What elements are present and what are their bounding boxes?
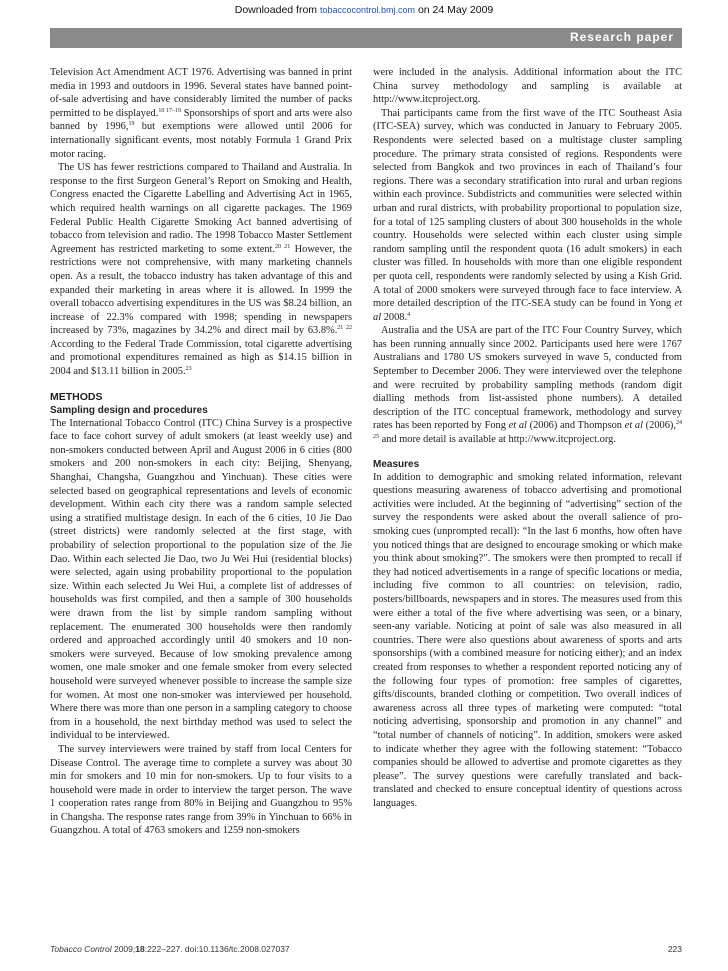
footer-citation: Tobacco Control 2009;18:222–227. doi:10.1136/tc.2008.027037 bbox=[50, 944, 290, 954]
citation-ref: 24 25 bbox=[373, 420, 682, 441]
left-column bbox=[50, 66, 352, 838]
banner-prefix: Downloaded from bbox=[234, 4, 318, 16]
sampling-subheading: Sampling design and procedures bbox=[50, 404, 208, 416]
right-column bbox=[373, 66, 682, 810]
paragraph: The survey interviewers were trained by staff from local Centers for Disease Control. The average time to complete a survey was about 30 min for smokers and 10 min for non-smokers. Up to four visits to a household were made in order to interview the target person. The wave 1 cooperation rates range from 80% in Beijing and Guangzhou to 95% in Changsha. The response rates range from 39% in Yinchuan to 66% in Guangzhou. A total of 4763 smokers and 1259 non-smokers bbox=[50, 743, 352, 837]
section-label: Research paper bbox=[569, 30, 674, 44]
citation-ref: 10 17–19 bbox=[158, 107, 182, 114]
paragraph: The US has fewer restrictions compared to Thailand and Australia. In response to the first Surgeon General’s Report on Smoking and Health, Congress enacted the Cigarette Labelling and Advertising Act in 1965, which required health warnings on all cigarette packages. The 1969 Federal Public Health Cigarette Smoking Act banned advertising of tobacco from television and radio. The 1998 Tobacco Master Settlement Agreement has restricted marketing to some extent.$^{20 21}$ However, the restrictions were not comprehensive, with many marketing channels open. As a result, the tobacco industry has taken advantage of this and expanded their marketing in areas where it is allowed. In 1999 the overall tobacco advertising expenditures in the US was $8.24 billion, an increase of 22.3% compared with 1998; spending in newspapers increased by 73%, magazines by 34.2% and direct mail by 63.8%.$^{21 22}$ According to the Federal Trade Commission, total cigarette advertising and promotional expenditures remained as high as $14.15 billion in 2004 and $13.11 billion in 2005.23 bbox=[50, 162, 352, 378]
citation-ref: 21 22 bbox=[337, 325, 352, 332]
citation-ref: 20 21 bbox=[275, 243, 291, 250]
paragraph: Australia and the USA are part of the ITC Four Country Survey, which has been running annually since 2002. Participants used here were 1767 Australians and 1780 US smokers surveyed in wave 5, conducted from September to December 2006. They were interviewed over the telephone and were recruited by probability sampling methods (random digit dialling methods from list-assisted phone numbers). A detailed description of the ITC conceptual framework, methodology and survey rates has been reported by Fong et al (2006) and Thompson et al (2006),$^{24 25}$ and more detail is available at http://www.itcproject.org. bbox=[373, 325, 682, 446]
banner-suffix: on 24 May 2009 bbox=[417, 4, 494, 16]
paragraph: were included in the analysis. Additional information about the ITC China survey methodology and sampling is available at http://www.itcproject.org. bbox=[373, 67, 682, 106]
download-banner bbox=[0, 4, 728, 16]
paragraph: The International Tobacco Control (ITC) China Survey is a prospective face to face cohort survey of adult smokers (at least weekly use) and non-smokers conducted between April and August 2006 in 6 cities (800 smokers and 200 non-smokers in each city: Beijing, Shenyang, Shanghai, Changsha, Guangzhou and Yinchuan). These cities were selected based on geographical representations and levels of economic development. Within each city there was a random sample selected using a stratified multistage design. In each of the 6 cities, 10 Jie Dao (street districts) were randomly selected at the first stage, with probability of selection proportional to the population size of the Jie Dao. Within each selected Jie Dao, two Ju Wei Hui (residential blocks) were selected, again using probability proportional to the population size. Within each selected Ju Wei Hui, a complete list of addresses of households was first compiled, and then a sample of 300 households were drawn from the list by simple random sampling without replacement. The enumerated 300 households were then randomly ordered and approached accordingly until 40 smokers and 10 non-smokers were surveyed. Because of low smoking prevalence among women, one male smoker and one female smoker from every selected household were surveyed whenever possible to increase the sample size for women. At most one non-smoker was interviewed per household. Where there was more than one person in a sampling category to choose from in a household, the next birthday method was used to select the individual to be interviewed. bbox=[50, 417, 352, 742]
paragraph: In addition to demographic and smoking related information, relevant questions measuring awareness of tobacco advertising and promotional activities were included. At the beginning of “advertising” section of the survey the respondents were asked about the overall salience of pro-smoking cues (unprompted recall): “In the last 6 months, how often have you noticed things that are designed to encourage smoking or which make you think about smoking?”. The smokers were then prompted to recall if they had noticed advertisements in a range of specific locations or media, including five common to all countries: on television, radio, posters/billboards, newspapers and in stores. The measures used from this were either a total of the five where advertising was seen, or a binary, seen-any variable. Noticing at point of sale was also measured in all countries. There were also questions about awareness of sports and arts sponsorships (with a combined measure for noticing either); and an index created from responses to whether a respondent reported noticing any of the following four types of promotion: free samples of cigarettes, gifts/discounts, branded clothing or competition. Two overall indices of awareness across all three types of marketing were computed: “total noticing advertising, sponsorship and promotion in any channel” and “total number of channels of noticing”. In addition, smokers were asked to indicate whether they agree with the following statement: “Tobacco companies should be allowed to advertise and promote cigarettes as they please”. The survey questions were carefully translated and back-translated and checked to ensure conceptual identity of questions across languages. bbox=[373, 471, 682, 809]
citation-ref: 4 bbox=[407, 311, 411, 318]
paragraph: Thai participants came from the first wave of the ITC Southeast Asia (ITC-SEA) survey, which was conducted in January to February 2005. Respondents were selected based on a multistage cluster sampling procedure. The primary strata consisted of regions. Respondents were selected from Bangkok and two provinces in each of Thailand’s four regions. There was a secondary stratification into rural and urban regions within each province. Subdistricts and communities were selected within urban and rural districts, with probability proportional to population size, for a total of 125 sampling clusters of about 300 households in the whole country. Households were selected within each cluster using simple random sampling until the respondent quota (16 adult smokers) in each cluster was filled. In households with more than one eligible respondent per quota cell, respondents were randomly selected by using a Kish Grid. A total of 2000 smokers were surveyed through face to face interview. A more detailed description of the ITC-SEA study can be found in Yong et al 2008.$^4$ bbox=[373, 107, 682, 323]
journal-name: Tobacco Control bbox=[50, 944, 112, 954]
banner-link[interactable]: tobaccocontrol.bmj.com bbox=[319, 5, 416, 15]
paragraph: Television Act Amendment ACT 1976. Advertising was banned in print media in 1993 and outdoors in 1996. Several states have banned point-of-sale advertising and have considerably limited the number of packs permitted to be displayed.$^{10 17-19}$ Sponsorships of sport and arts were also banned by 1996,19 but exemptions were allowed until 2006 for internationally significant events, most notably Formula 1 Grand Prix motor racing. bbox=[50, 67, 353, 160]
citation-ref: 19 bbox=[128, 121, 135, 128]
volume-number: 18 bbox=[135, 944, 145, 954]
methods-heading: METHODS bbox=[50, 390, 103, 403]
page-number: 223 bbox=[667, 944, 682, 954]
citation-ref: 23 bbox=[185, 366, 192, 373]
measures-subheading: Measures bbox=[373, 458, 420, 470]
section-header-bar bbox=[50, 28, 682, 48]
